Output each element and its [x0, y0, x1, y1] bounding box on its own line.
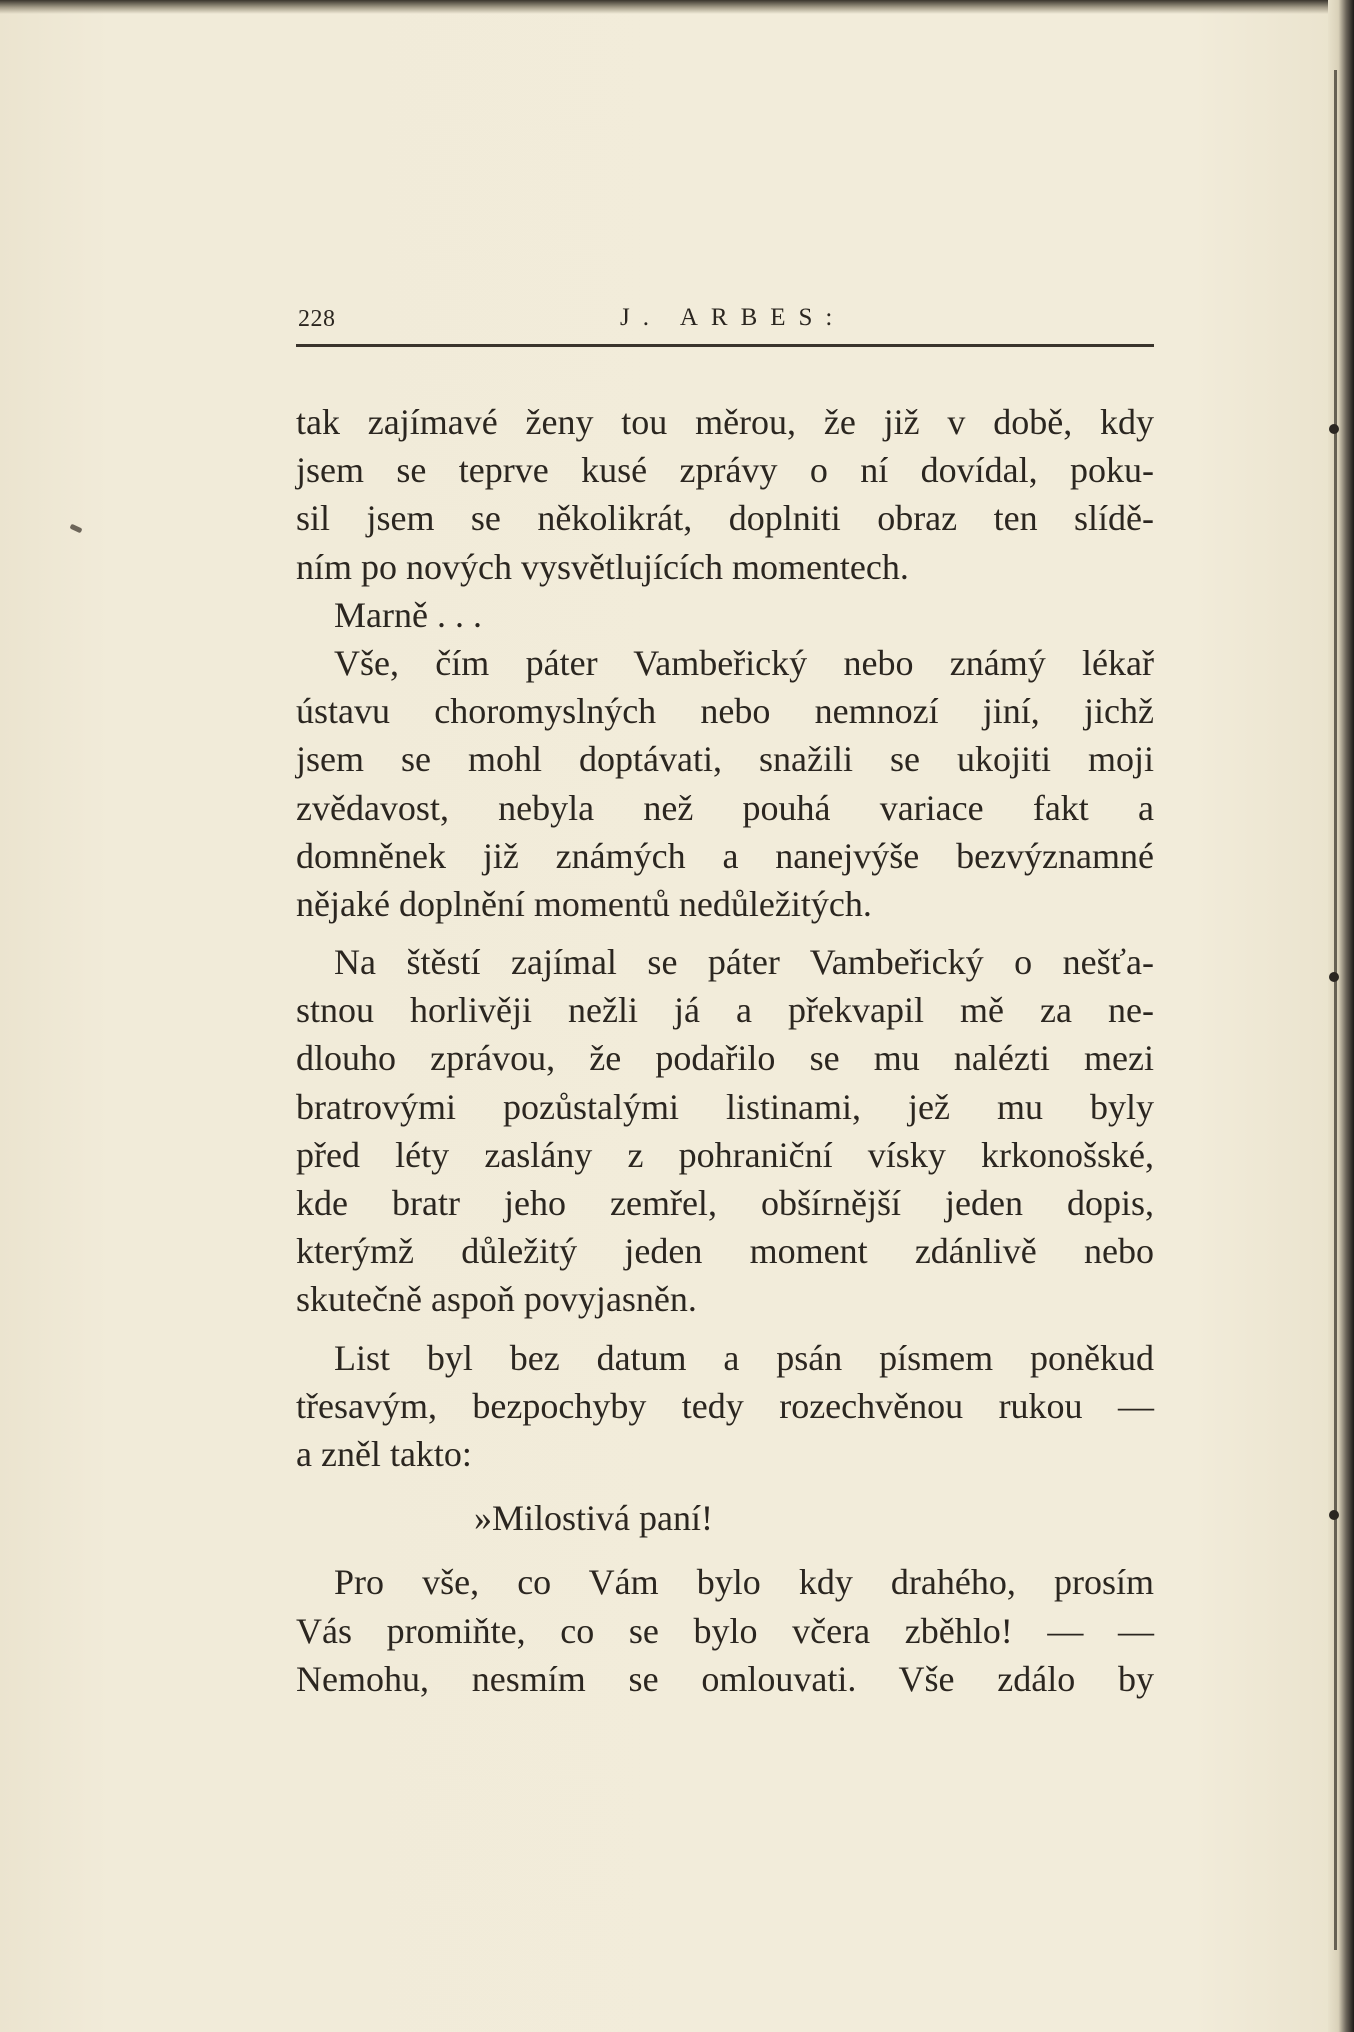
margin-mark — [1329, 972, 1339, 982]
text-line: Marně . . . — [334, 594, 482, 635]
text-line: Vše, čím páter Vambeřický nebo známý lékař — [334, 642, 1154, 683]
page-header — [296, 298, 1154, 347]
text-line: Vás promiňte, co se bylo včera zběhlo! — — — [296, 1610, 1154, 1651]
text-line: dlouho zprávou, že podařilo se mu nalézti mezi — [296, 1038, 1154, 1079]
running-head: J. ARBES: — [620, 304, 846, 331]
text-line: List byl bez datum a psán písmem poněkud — [334, 1337, 1154, 1378]
page-top-shadow — [0, 0, 1354, 14]
text-line: kde bratr jeho zemřel, obšírnější jeden dopis, — [296, 1183, 1154, 1223]
binding-rule — [1334, 70, 1337, 1950]
body-text — [296, 398, 1154, 1703]
paragraph-gap — [296, 928, 1154, 938]
paragraph-gap — [296, 1542, 1154, 1558]
margin-mark — [1329, 424, 1339, 434]
paragraph — [296, 398, 1154, 591]
text-line: třesavým, bezpochyby tedy rozechvěnou rukou — — [296, 1385, 1154, 1426]
text-line: stnou horlivěji nežli já a překvapil mě za ne- — [296, 990, 1154, 1031]
stray-ink-mark — [70, 524, 83, 534]
margin-mark — [1329, 1510, 1339, 1520]
text-line: ním po nových vysvětlujících momentech. — [296, 546, 909, 587]
text-line: před léty zaslány z pohraniční vísky krkonošské, — [296, 1134, 1154, 1175]
paragraph-gap — [296, 1478, 1154, 1494]
page-number: 228 — [298, 306, 336, 332]
letter-salutation: »Milostivá paní! — [474, 1498, 713, 1539]
text-line: Pro vše, co Vám bylo kdy drahého, prosím — [334, 1562, 1154, 1603]
paragraph — [296, 938, 1154, 1324]
text-line: bratrovými pozůstalými listinami, jež mu byly — [296, 1086, 1154, 1127]
paragraph-gap — [296, 1324, 1154, 1334]
text-line: Nemohu, nesmím se omlouvati. Vše zdálo by — [296, 1658, 1154, 1699]
paragraph — [296, 639, 1154, 928]
text-line: Na štěstí zajímal se páter Vambeřický o nešťa- — [334, 942, 1154, 983]
text-line: tak zajímavé ženy tou měrou, že již v době, kdy — [296, 402, 1154, 442]
paragraph — [296, 591, 1154, 639]
page-binding-edge — [1328, 0, 1354, 2032]
paragraph — [296, 1558, 1154, 1703]
text-line: jsem se mohl doptávati, snažili se ukojiti moji — [296, 739, 1154, 780]
text-line: nějaké doplnění momentů nedůležitých. — [296, 883, 872, 924]
text-line: ústavu choromyslných nebo nemnozí jiní, jichž — [296, 691, 1154, 732]
text-line: kterýmž důležitý jeden moment zdánlivě nebo — [296, 1231, 1154, 1272]
text-line: a zněl takto: — [296, 1433, 472, 1474]
text-line: domněnek již známých a nanejvýše bezvýznamné — [296, 835, 1154, 876]
paragraph — [296, 1334, 1154, 1479]
text-line: zvědavost, nebyla než pouhá variace fakt a — [296, 787, 1154, 828]
text-line: skutečně aspoň povyjasněn. — [296, 1279, 697, 1320]
text-line: jsem se teprve kusé zprávy o ní dovídal, poku- — [296, 450, 1154, 491]
text-line: sil jsem se několikrát, doplniti obraz ten slídě- — [296, 498, 1154, 539]
